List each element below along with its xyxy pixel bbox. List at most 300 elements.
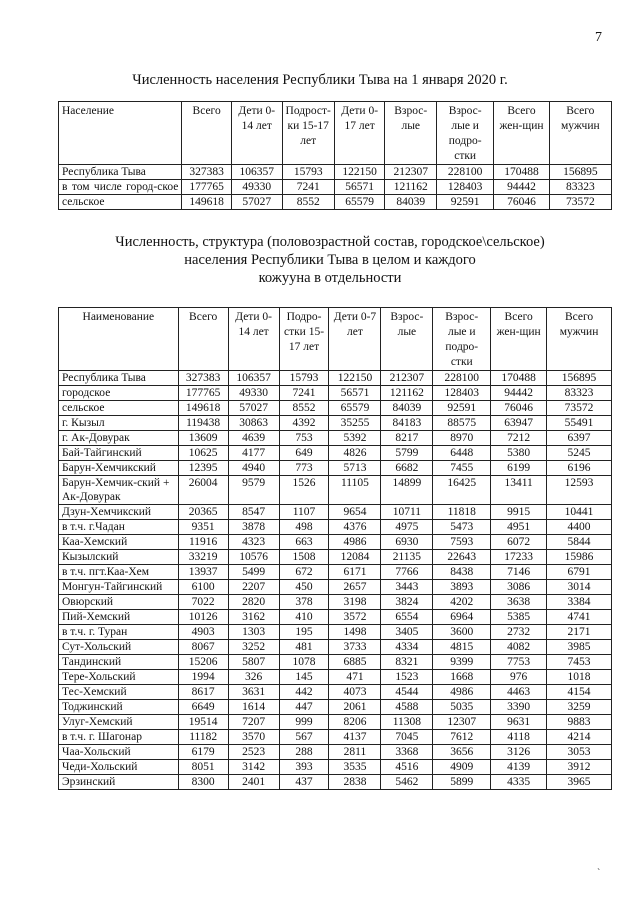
table-cell: 49330 (231, 180, 282, 195)
column-header: Взрос-лые (385, 102, 437, 165)
table-cell: 57027 (231, 195, 282, 210)
table-cell: 56571 (329, 386, 381, 401)
column-header: Подрост-ки 15-17 лет (282, 102, 334, 165)
table-cell: 92591 (437, 195, 494, 210)
table-cell: 6397 (547, 431, 612, 446)
table-cell: 6179 (178, 745, 228, 760)
table-cell: 3162 (228, 610, 279, 625)
table-cell: 663 (279, 535, 329, 550)
table-cell: 11916 (178, 535, 228, 550)
table-cell: 8617 (178, 685, 228, 700)
row-label: Чеди-Хольский (59, 760, 179, 775)
table-cell: 976 (491, 670, 547, 685)
table-cell: 4177 (228, 446, 279, 461)
row-label: Монгун-Тайгинский (59, 580, 179, 595)
row-label: Барун-Хемчикский (59, 461, 179, 476)
table-cell: 4588 (381, 700, 433, 715)
table-cell: 83323 (547, 386, 612, 401)
row-label: г. Кызыл (59, 416, 179, 431)
table-row (59, 640, 612, 655)
table-row (59, 371, 612, 386)
table-cell: 106357 (228, 371, 279, 386)
table-cell: 6682 (381, 461, 433, 476)
table-cell: 4335 (491, 775, 547, 790)
table-cell: 8051 (178, 760, 228, 775)
table-cell: 12307 (433, 715, 491, 730)
column-header: Дети 0-17 лет (334, 102, 385, 165)
table-cell: 7212 (491, 431, 547, 446)
table-cell: 212307 (385, 165, 437, 180)
table-cell: 7455 (433, 461, 491, 476)
column-header: Дети 0-14 лет (231, 102, 282, 165)
row-label: Пий-Хемский (59, 610, 179, 625)
table-cell: 4323 (228, 535, 279, 550)
table-cell: 7022 (178, 595, 228, 610)
table-cell: 410 (279, 610, 329, 625)
table-row (59, 670, 612, 685)
table-cell: 49330 (228, 386, 279, 401)
table-cell: 2401 (228, 775, 279, 790)
table-cell: 3142 (228, 760, 279, 775)
table-cell: 2732 (491, 625, 547, 640)
table-cell: 122150 (334, 165, 385, 180)
table-row (59, 401, 612, 416)
table-cell: 3638 (491, 595, 547, 610)
table-cell: 4139 (491, 760, 547, 775)
table-cell: 3259 (547, 700, 612, 715)
row-label: Сут-Хольский (59, 640, 179, 655)
table-cell: 4214 (547, 730, 612, 745)
table-cell: 12593 (547, 476, 612, 505)
row-label: Тес-Хемский (59, 685, 179, 700)
table-cell: 5844 (547, 535, 612, 550)
table-cell: 76046 (494, 195, 549, 210)
table-cell: 5499 (228, 565, 279, 580)
table-cell: 6199 (491, 461, 547, 476)
table-cell: 5799 (381, 446, 433, 461)
table-cell: 177765 (182, 180, 232, 195)
column-header: Всего жен-щин (491, 308, 547, 371)
table-cell: 6964 (433, 610, 491, 625)
table-cell: 4137 (329, 730, 381, 745)
table-cell: 498 (279, 520, 329, 535)
table-cell: 156895 (547, 371, 612, 386)
table-cell: 13609 (178, 431, 228, 446)
table-cell: 1614 (228, 700, 279, 715)
table-cell: 228100 (433, 371, 491, 386)
row-label: Овюрский (59, 595, 179, 610)
table-cell: 1018 (547, 670, 612, 685)
table-cell: 76046 (491, 401, 547, 416)
table-cell: 4400 (547, 520, 612, 535)
table-cell: 12084 (329, 550, 381, 565)
table-cell: 6791 (547, 565, 612, 580)
table-cell: 94442 (491, 386, 547, 401)
row-label: Тоджинский (59, 700, 179, 715)
table-cell: 13937 (178, 565, 228, 580)
table-cell: 3893 (433, 580, 491, 595)
table-cell: 21135 (381, 550, 433, 565)
table-cell: 92591 (433, 401, 491, 416)
row-label: Кызылский (59, 550, 179, 565)
table-cell: 149618 (182, 195, 232, 210)
row-label: в т.ч. г. Туран (59, 625, 179, 640)
table-cell: 2838 (329, 775, 381, 790)
table-cell: 3086 (491, 580, 547, 595)
table-cell: 15206 (178, 655, 228, 670)
table-row (59, 655, 612, 670)
table-cell: 2657 (329, 580, 381, 595)
table-cell: 6448 (433, 446, 491, 461)
population-structure-table (58, 307, 612, 790)
table-cell: 3656 (433, 745, 491, 760)
table-cell: 773 (279, 461, 329, 476)
table-cell: 119438 (178, 416, 228, 431)
table-cell: 73572 (549, 195, 611, 210)
table-cell: 4073 (329, 685, 381, 700)
table-cell: 195 (279, 625, 329, 640)
table-cell: 442 (279, 685, 329, 700)
table-cell: 11182 (178, 730, 228, 745)
table-cell: 8321 (381, 655, 433, 670)
table-cell: 1078 (279, 655, 329, 670)
table-cell: 4903 (178, 625, 228, 640)
row-label: Бай-Тайгинский (59, 446, 179, 461)
table-cell: 6649 (178, 700, 228, 715)
table-cell: 9399 (433, 655, 491, 670)
table-cell: 7241 (279, 386, 329, 401)
table-cell: 8067 (178, 640, 228, 655)
table-header-row (59, 308, 612, 371)
table-cell: 4154 (547, 685, 612, 700)
table-row (59, 416, 612, 431)
table-cell: 33219 (178, 550, 228, 565)
table-cell: 4975 (381, 520, 433, 535)
column-header: Дети 0-14 лет (228, 308, 279, 371)
table-row (59, 745, 612, 760)
table-row (59, 625, 612, 640)
table-cell: 4334 (381, 640, 433, 655)
table-row (59, 520, 612, 535)
table-cell: 170488 (491, 371, 547, 386)
table-cell: 4376 (329, 520, 381, 535)
page-number: 7 (595, 30, 602, 45)
table-cell: 15793 (282, 165, 334, 180)
table-cell: 5462 (381, 775, 433, 790)
table-cell: 3912 (547, 760, 612, 775)
table-cell: 3198 (329, 595, 381, 610)
table-cell: 26004 (178, 476, 228, 505)
table-cell: 57027 (228, 401, 279, 416)
table-cell: 10126 (178, 610, 228, 625)
table-cell: 9351 (178, 520, 228, 535)
table-cell: 5713 (329, 461, 381, 476)
table-cell: 1303 (228, 625, 279, 640)
table-cell: 481 (279, 640, 329, 655)
table-cell: 10441 (547, 505, 612, 520)
table-row (59, 775, 612, 790)
table2-title-line: кожууна в отдельности (258, 270, 402, 286)
table-cell: 65579 (329, 401, 381, 416)
table-cell: 9631 (491, 715, 547, 730)
table-cell: 3443 (381, 580, 433, 595)
table-cell: 2061 (329, 700, 381, 715)
row-label: Чаа-Хольский (59, 745, 179, 760)
table-cell: 55491 (547, 416, 612, 431)
table-row (59, 165, 612, 180)
table-row (59, 580, 612, 595)
table-cell: 327383 (182, 165, 232, 180)
table-cell: 3985 (547, 640, 612, 655)
row-label: Каа-Хемский (59, 535, 179, 550)
table-cell: 9654 (329, 505, 381, 520)
column-header: Население (59, 102, 182, 165)
row-label: Эрзинский (59, 775, 179, 790)
table-cell: 3965 (547, 775, 612, 790)
table-cell: 4392 (279, 416, 329, 431)
table-cell: 8552 (279, 401, 329, 416)
table-row (59, 476, 612, 505)
table-cell: 2171 (547, 625, 612, 640)
table-cell: 84183 (381, 416, 433, 431)
table-cell: 170488 (494, 165, 549, 180)
column-header: Наименование (59, 308, 179, 371)
table-row (59, 565, 612, 580)
table-cell: 3053 (547, 745, 612, 760)
table-cell: 4986 (329, 535, 381, 550)
row-label: Республика Тыва (59, 165, 182, 180)
table-cell: 4082 (491, 640, 547, 655)
table-cell: 5385 (491, 610, 547, 625)
table-cell: 11105 (329, 476, 381, 505)
table-cell: 5245 (547, 446, 612, 461)
table-cell: 1994 (178, 670, 228, 685)
table-cell: 3878 (228, 520, 279, 535)
table-cell: 3824 (381, 595, 433, 610)
table-header-row (59, 102, 612, 165)
table-cell: 4741 (547, 610, 612, 625)
table-cell: 999 (279, 715, 329, 730)
table-cell: 649 (279, 446, 329, 461)
table-cell: 35255 (329, 416, 381, 431)
column-header: Всего (182, 102, 232, 165)
table-cell: 7766 (381, 565, 433, 580)
table-cell: 1107 (279, 505, 329, 520)
table-cell: 9915 (491, 505, 547, 520)
table-cell: 65579 (334, 195, 385, 210)
table-cell: 106357 (231, 165, 282, 180)
table-cell: 6554 (381, 610, 433, 625)
table-cell: 3572 (329, 610, 381, 625)
table-cell: 128403 (437, 180, 494, 195)
table-cell: 4544 (381, 685, 433, 700)
table-cell: 8217 (381, 431, 433, 446)
table-cell: 4951 (491, 520, 547, 535)
table-cell: 672 (279, 565, 329, 580)
row-label: Барун-Хемчик-ский + Ак-Довурак (59, 476, 179, 505)
table-cell: 84039 (385, 195, 437, 210)
table-cell: 4639 (228, 431, 279, 446)
table-cell: 228100 (437, 165, 494, 180)
column-header: Взрос-лые (381, 308, 433, 371)
table-cell: 3405 (381, 625, 433, 640)
table-cell: 22643 (433, 550, 491, 565)
table-cell: 471 (329, 670, 381, 685)
table-cell: 327383 (178, 371, 228, 386)
table-row (59, 760, 612, 775)
table-cell: 2820 (228, 595, 279, 610)
column-header: Всего жен-щин (494, 102, 549, 165)
table-cell: 6072 (491, 535, 547, 550)
table-cell: 9883 (547, 715, 612, 730)
table-cell: 121162 (381, 386, 433, 401)
row-label: городское (59, 386, 179, 401)
table-cell: 378 (279, 595, 329, 610)
table-cell: 6885 (329, 655, 381, 670)
table-cell: 7453 (547, 655, 612, 670)
table-cell: 1523 (381, 670, 433, 685)
table-cell: 6196 (547, 461, 612, 476)
table-cell: 177765 (178, 386, 228, 401)
table-cell: 8547 (228, 505, 279, 520)
table-cell: 1498 (329, 625, 381, 640)
table-cell: 5899 (433, 775, 491, 790)
table-row (59, 431, 612, 446)
table-cell: 7146 (491, 565, 547, 580)
table-cell: 3014 (547, 580, 612, 595)
table-cell: 156895 (549, 165, 611, 180)
table-cell: 4463 (491, 685, 547, 700)
row-label: Республика Тыва (59, 371, 179, 386)
table-cell: 6930 (381, 535, 433, 550)
table2-title-line: Численность, структура (половозрастной состав, городское\сельское) (115, 234, 545, 250)
table-cell: 7207 (228, 715, 279, 730)
row-label: в т.ч. пгт.Каа-Хем (59, 565, 179, 580)
row-label: Дзун-Хемчикский (59, 505, 179, 520)
table-cell: 73572 (547, 401, 612, 416)
table2-title (60, 233, 600, 287)
table-cell: 3252 (228, 640, 279, 655)
table-row (59, 700, 612, 715)
table-row (59, 595, 612, 610)
table-cell: 17233 (491, 550, 547, 565)
table-cell: 4986 (433, 685, 491, 700)
row-label: сельское (59, 195, 182, 210)
row-label: сельское (59, 401, 179, 416)
row-label: Тере-Хольский (59, 670, 179, 685)
table-cell: 4940 (228, 461, 279, 476)
table-cell: 4118 (491, 730, 547, 745)
column-header: Подро-стки 15-17 лет (279, 308, 329, 371)
table-cell: 88575 (433, 416, 491, 431)
page-mark: ` (597, 868, 601, 879)
table-cell: 121162 (385, 180, 437, 195)
table-cell: 447 (279, 700, 329, 715)
table-cell: 4202 (433, 595, 491, 610)
table-cell: 3600 (433, 625, 491, 640)
table-cell: 7612 (433, 730, 491, 745)
column-header: Всего мужчин (549, 102, 611, 165)
row-label: в т.ч. г. Шагонар (59, 730, 179, 745)
table-cell: 83323 (549, 180, 611, 195)
table-cell: 3126 (491, 745, 547, 760)
table-cell: 3368 (381, 745, 433, 760)
table-cell: 16425 (433, 476, 491, 505)
row-label: Улуг-Хемский (59, 715, 179, 730)
table-cell: 3384 (547, 595, 612, 610)
table-cell: 8300 (178, 775, 228, 790)
table-row (59, 715, 612, 730)
table1-title: Численность населения Республики Тыва на 1 января 2020 г. (132, 72, 508, 88)
table-row (59, 730, 612, 745)
table-cell: 5473 (433, 520, 491, 535)
table-row (59, 461, 612, 476)
table-cell: 11308 (381, 715, 433, 730)
table-cell: 4826 (329, 446, 381, 461)
column-header: Взрос-лые и подро-стки (437, 102, 494, 165)
table-cell: 288 (279, 745, 329, 760)
table-cell: 393 (279, 760, 329, 775)
table-cell: 94442 (494, 180, 549, 195)
table-cell: 63947 (491, 416, 547, 431)
table-cell: 14899 (381, 476, 433, 505)
column-header: Всего мужчин (547, 308, 612, 371)
table-cell: 4516 (381, 760, 433, 775)
table-row (59, 446, 612, 461)
table-cell: 12395 (178, 461, 228, 476)
column-header: Дети 0-7 лет (329, 308, 381, 371)
table-cell: 3535 (329, 760, 381, 775)
table-row (59, 180, 612, 195)
table-cell: 5807 (228, 655, 279, 670)
table-cell: 567 (279, 730, 329, 745)
table-cell: 30863 (228, 416, 279, 431)
table-row (59, 505, 612, 520)
table-cell: 5035 (433, 700, 491, 715)
table-cell: 2523 (228, 745, 279, 760)
table-cell: 7045 (381, 730, 433, 745)
table-cell: 1668 (433, 670, 491, 685)
table-cell: 326 (228, 670, 279, 685)
row-label: в том числе город-ское (59, 180, 182, 195)
table-cell: 212307 (381, 371, 433, 386)
table-cell: 8206 (329, 715, 381, 730)
row-label: в т.ч. г.Чадан (59, 520, 179, 535)
table-cell: 7753 (491, 655, 547, 670)
table-cell: 15986 (547, 550, 612, 565)
table-cell: 10711 (381, 505, 433, 520)
table-cell: 122150 (329, 371, 381, 386)
table-cell: 1526 (279, 476, 329, 505)
table-cell: 149618 (178, 401, 228, 416)
table-cell: 13411 (491, 476, 547, 505)
table-cell: 5392 (329, 431, 381, 446)
table-cell: 2811 (329, 745, 381, 760)
table-cell: 5380 (491, 446, 547, 461)
table2-title-line: населения Республики Тыва в целом и каждого (184, 252, 476, 268)
table-cell: 8438 (433, 565, 491, 580)
table-cell: 20365 (178, 505, 228, 520)
table-cell: 3570 (228, 730, 279, 745)
table-cell: 56571 (334, 180, 385, 195)
table-row (59, 535, 612, 550)
table-cell: 8552 (282, 195, 334, 210)
table-cell: 19514 (178, 715, 228, 730)
table-cell: 8970 (433, 431, 491, 446)
table-cell: 11818 (433, 505, 491, 520)
table-row (59, 195, 612, 210)
table-cell: 4815 (433, 640, 491, 655)
